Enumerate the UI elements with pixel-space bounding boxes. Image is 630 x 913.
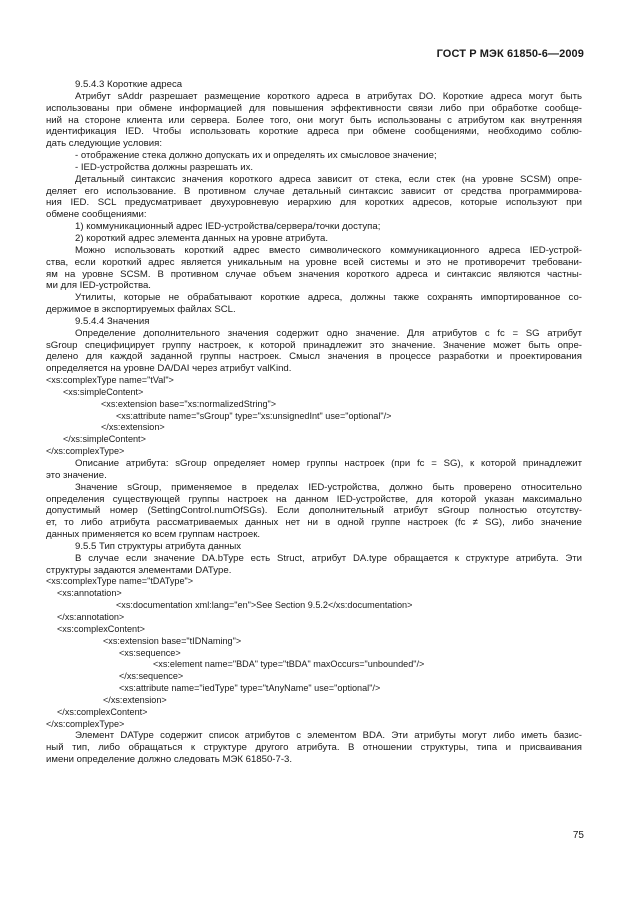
text-line: имени определение должно следовать МЭК 61850-7-3. (46, 754, 293, 766)
code-line: </xs:sequence> (119, 671, 184, 682)
text-line: это значение. (46, 469, 107, 481)
text-line: В случае если значение DA.bType есть Struct, атрибут DA.type обращается к структуре атрибута. Эти (75, 552, 582, 564)
page-header: ГОСТ Р МЭК 61850-6—2009 (436, 48, 584, 60)
text-line: Описание атрибута: sGroup определяет номер группы настроек (при fc = SG), к которой принадлежит (75, 458, 582, 469)
text-line: ства, если короткий адрес является уникальным на уровне всей системы и это не противоречит требовани- (46, 256, 582, 268)
code-line: <xs:attribute name="iedType" type="tAnyName" use="optional"/> (119, 683, 381, 694)
text-line: Элемент DAType содержит список атрибутов с элементом BDA. Эти атрибуты могут либо иметь базис- (75, 730, 582, 742)
code-line: <xs:extension base="tIDNaming"> (103, 635, 242, 646)
page-body (46, 79, 582, 766)
text-line: идентификация IED. Чтобы использовать короткие адреса при обмене сообщениями, необходимо соблю- (46, 126, 582, 138)
text-line: 9.5.5 Тип структуры атрибута данных (75, 540, 242, 552)
code-line: <xs:complexContent> (57, 623, 145, 634)
text-line: ния IED. SCL предусматривает двухуровневую иерархию для коротких адресов, которые используют при (46, 197, 582, 209)
text-line: 2) короткий адрес элемента данных на уровне атрибута. (75, 232, 328, 244)
text-line: дать следующие условия: (46, 138, 162, 150)
text-line: sGroup специфицирует группу настроек, к которой принадлежит это значение. Значение может быть опре- (46, 339, 582, 351)
text-line: деляет его использование. В противном случае детальный синтаксис зависит от средства программирова- (46, 185, 582, 197)
text-line: 9.5.4.4 Значения (75, 315, 150, 327)
text-line: допустимый номер (SettingControl.numOfSGs). Если дополнительный атрибут sGroup полностью отсутству- (46, 505, 582, 517)
text-line: держимое в экспортируемых файлах SCL. (46, 304, 236, 316)
text-line: Утилиты, которые не обрабатывают короткие адреса, должны также сохранять импортированное со- (75, 292, 582, 304)
text-line: ми для IED-устройства. (46, 280, 151, 292)
text-line: ный тип, либо обращаться к структуре другого атрибута. В отношении структуры, типа и присваивания (46, 742, 582, 754)
text-line: Определение дополнительного значения содержит одно значение. Для атрибутов с fc = SG атрибут (75, 327, 582, 339)
text-line: данных применяется ко всем группам настроек. (46, 529, 261, 541)
code-line: </xs:simpleContent> (63, 434, 146, 445)
text-line: - отображение стека должно допускать их и определять их смысловое значение; (75, 150, 437, 162)
text-line: делено для каждой заданной группы настроек. Смысл значения в процессе разработки и проектирования (46, 351, 582, 363)
text-line: ет, то либо атрибута рассматриваемых данных нет ни в одной группе настроек (fc ≠ SG), либо значение (46, 517, 582, 529)
code-line: <xs:extension base="xs:normalizedString"> (101, 398, 277, 409)
page-number: 75 (572, 830, 584, 841)
code-line: </xs:extension> (101, 422, 165, 433)
text-line: Значение sGroup, применяемое в пределах IED-устройства, должно быть проверено относительно (75, 481, 582, 493)
text-line: 1) коммуникационный адрес IED-устройства/сервера/точки доступа; (75, 221, 381, 233)
code-line: <xs:complexType name="tDAType"> (46, 576, 194, 587)
code-line: <xs:documentation xml:lang="en">See Section 9.5.2</xs:documentation> (116, 600, 413, 611)
code-line: <xs:complexType name="tVal"> (46, 375, 174, 386)
code-line: <xs:attribute name="sGroup" type="xs:unsignedInt" use="optional"/> (116, 410, 392, 421)
text-line: Детальный синтаксис значения короткого адреса зависит от стека, если стек (на уровне SCSM) опре- (75, 173, 582, 185)
text-line: Можно использовать короткий адрес вместо символического коммуникационного адреса IED-устрой- (75, 244, 582, 256)
code-line: </xs:extension> (103, 694, 167, 705)
text-line: Атрибут sAddr разрешает размещение короткого адреса в атрибутах DO. Короткие адреса могут быть (75, 90, 582, 102)
text-line: обмене сообщениями: (46, 209, 147, 221)
text-line: использованы при обмене информацией для повышения эффективности связи либо при обработке сообще- (46, 102, 582, 114)
text-line: определения существующей группы настроек на данном IED-устройстве, для которой указан максимально (46, 493, 582, 505)
text-line: - IED-устройства должны разрешать их. (75, 161, 254, 173)
code-line: </xs:complexType> (46, 718, 125, 729)
text-line: ний на стороне клиента или сервера. Более того, они могут быть использованы с атрибутом как внутренняя (46, 114, 582, 126)
code-line: </xs:complexContent> (57, 706, 148, 717)
text-line: ям на уровне SCSM. В противном случае объем значения короткого адреса и синтаксис являются частны- (46, 268, 582, 280)
text-line: 9.5.4.3 Короткие адреса (75, 79, 183, 90)
code-line: <xs:simpleContent> (63, 386, 144, 397)
code-line: <xs:element name="BDA" type="tBDA" maxOccurs="unbounded"/> (153, 659, 425, 670)
text-line: определяется на уровне DA/DAI через атрибут valKind. (46, 363, 292, 375)
code-line: <xs:annotation> (57, 588, 122, 599)
code-line: </xs:complexType> (46, 446, 125, 457)
text-line: структуры задаются элементами DAType. (46, 564, 232, 576)
code-line: </xs:annotation> (57, 611, 125, 622)
code-line: <xs:sequence> (119, 647, 181, 658)
